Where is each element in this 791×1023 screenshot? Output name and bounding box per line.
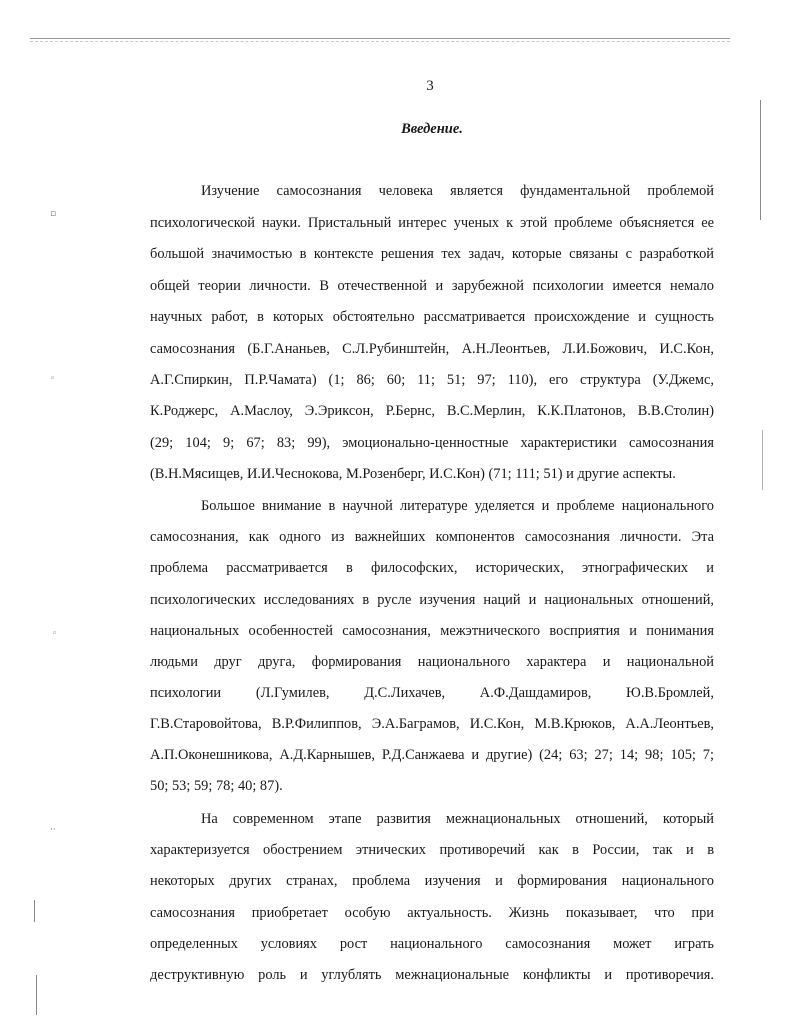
- text-line: проблема рассматривается в философских, исторических, этнографических и: [150, 560, 714, 576]
- text-line: деструктивную роль и углублять межнациональные конфликты и противоречия.: [150, 967, 714, 983]
- text-line: (В.Н.Мясищев, И.И.Чеснокова, М.Розенберг, И.С.Кон) (71; 111; 51) и другие аспекты.: [150, 466, 676, 482]
- scan-top-edge: [30, 38, 730, 39]
- text-line: самосознания (Б.Г.Ананьев, С.Л.Рубинштейн, А.Н.Леонтьев, Л.И.Божович, И.С.Кон,: [150, 341, 714, 357]
- text-line: большой значимостью в контексте решения тех задач, которые связаны с разработкой: [150, 246, 714, 262]
- text-line: определенных условиях рост национального самосознания может играть: [150, 936, 714, 952]
- text-line: психологических исследованиях в русле изучения наций и национальных отношений,: [150, 592, 714, 608]
- text-line: 50; 53; 59; 78; 40; 87).: [150, 778, 283, 794]
- scan-left-edge: [36, 975, 37, 1015]
- text-line: Изучение самосознания человека является фундаментальной проблемой: [201, 183, 714, 199]
- section-title: Введение.: [401, 121, 463, 137]
- text-line: характеризуется обострением этнических противоречий как в России, так и в: [150, 842, 714, 858]
- page-number: 3: [426, 78, 434, 94]
- scan-speck: ◦: [52, 629, 58, 639]
- text-line: К.Роджерс, А.Маслоу, Э.Эриксон, Р.Бернс, В.С.Мерлин, К.К.Платонов, В.В.Столин): [150, 403, 714, 419]
- text-line: самосознания приобретает особую актуальность. Жизнь показывает, что при: [150, 905, 714, 921]
- text-line: А.П.Оконешникова, А.Д.Карнышев, Р.Д.Санжаева и другие) (24; 63; 27; 14; 98; 105; 7;: [150, 747, 714, 763]
- text-line: А.Г.Спиркин, П.Р.Чамата) (1; 86; 60; 11; 51; 97; 110), его структура (У.Джемс,: [150, 372, 714, 388]
- text-line: психологии (Л.Гумилев, Д.С.Лихачев, А.Ф.Дашдамиров, Ю.В.Бромлей,: [150, 685, 714, 701]
- scan-top-edge-shadow: [30, 41, 730, 42]
- text-line: научных работ, в которых обстоятельно рассматривается происхождение и сущность: [150, 309, 714, 325]
- text-line: психологической науки. Пристальный интерес ученых к этой проблеме объясняется ее: [150, 215, 714, 231]
- scan-speck: ◦: [50, 374, 56, 384]
- scan-right-edge: [762, 430, 763, 490]
- text-line: самосознания, как одного из важнейших компонентов самосознания личности. Эта: [150, 529, 714, 545]
- scan-left-edge: [34, 900, 35, 922]
- scan-right-edge: [760, 100, 761, 220]
- text-line: людьми друг друга, формирования национального характера и национальной: [150, 654, 714, 670]
- scan-speck: ▫: [50, 209, 57, 219]
- text-line: (29; 104; 9; 67; 83; 99), эмоционально-ценностные характеристики самосознания: [150, 435, 714, 451]
- text-line: общей теории личности. В отечественной и зарубежной психологии имеется немало: [150, 278, 714, 294]
- text-line: национальных особенностей самосознания, межэтнического восприятия и понимания: [150, 623, 714, 639]
- scan-speck: ··: [50, 825, 56, 835]
- text-line: некоторых других странах, проблема изучения и формирования национального: [150, 873, 714, 889]
- text-line: На современном этапе развития межнациональных отношений, который: [201, 811, 714, 827]
- text-line: Г.В.Старовойтова, В.Р.Филиппов, Э.А.Баграмов, И.С.Кон, М.В.Крюков, А.А.Леонтьев,: [150, 716, 714, 732]
- text-line: Большое внимание в научной литературе уделяется и проблеме национального: [201, 498, 714, 514]
